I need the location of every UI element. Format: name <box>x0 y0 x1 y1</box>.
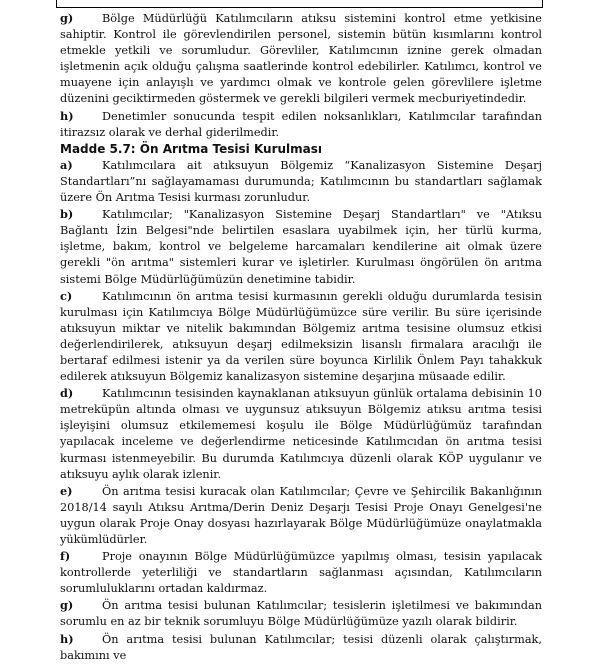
paragraph-text: Katılımcının tesisinden kaynaklanan atıksuyun günlük ortalama debisinin 10 metreküpün altında olması ve uygunsuz atıksuyun Bölgemiz atıksu arıtma tesisi işleyişini olumsuz etkilememesi koşulu ile Bölge Müdürlüğümüz tarafından yapılacak inceleme ve değerlendirme neticesinde Katılımcıdan ön arıtma tesisi kurması istenmeyebilir. Bu durumda Katılımcıya düzenli olarak KÖP uygulanır ve atıksuyu aylık olarak izlenir. <box>60 387 542 481</box>
paragraph-label: g) <box>60 11 74 25</box>
top-frame-border <box>56 0 543 8</box>
paragraph-label: h) <box>60 108 74 123</box>
paragraph-e <box>60 483 542 548</box>
paragraph-label: h) <box>60 631 74 646</box>
section-heading: Madde 5.7: Ön Arıtma Tesisi Kurulması <box>60 141 323 156</box>
paragraph-text: Katılımcılar; "Kanalizasyon Sistemine Deşarj Standartları" ve "Atıksu Bağlantı İzin Belgesi"nde belirtilen esaslara uyabilmek için, her türlü kurma, işletme, bakım, kontrol ve belgeleme harcamaları kendilerine ait olmak üzere gerekli "ön arıtma" sistemleri kurar ve işletirler. Kurulması öngörülen ön arıtma sistemi Bölge Müdürlüğümüzün denetimine tabidir. <box>60 208 542 286</box>
paragraph-label: c) <box>60 288 73 303</box>
paragraph-label: g) <box>60 598 74 613</box>
paragraph-text: Ön arıtma tesisi bulunan Katılımcılar; tesisi düzenli olarak çalıştırmak, bakımını ve <box>60 632 542 662</box>
paragraph-g <box>60 597 542 630</box>
paragraph-text: Ön arıtma tesisi bulunan Katılımcılar; tesislerin işletilmesi ve bakımından sorumlu en az bir teknik sorumluyu Bölge Müdürlüğümüze yazılı olarak bildirir. <box>60 599 542 629</box>
paragraph-text: Katılımcının ön arıtma tesisi kurmasının gerekli olduğu durumlarda tesisin kurulması için Katılımcıya Bölge Müdürlüğümüzce süre verilir. Bu süre içerisinde atıksuyun miktar ve nitelik bakımından Bölgemiz arıtma tesisine olumsuz etkisi değerlendirilerek, atıksuyun deşarj edilmeksizin lisanslı firmalara aracılığı ile bertaraf edilmesi istenir ya da verilen süre boyunca Kirlilik Önlem Payı tahakkuk edilerek atıksuyun Bölgemiz kanalizasyon sistemine deşarjına müsaade edilir. <box>60 289 542 384</box>
paragraph-text: Katılımcılara ait atıksuyun Bölgemiz “Kanalizasyon Sistemine Deşarj Standartları”nı sağlayamaması durumunda; Katılımcının bu standartları sağlamak üzere Ön Arıtma Tesisi kurması zorunludur. <box>60 158 542 205</box>
paragraph-text: Denetimler sonucunda tespit edilen noksanlıkları, Katılımcılar tarafından itirazsız olarak ve derhal giderilmedir. <box>60 109 542 139</box>
paragraph-c <box>60 288 542 386</box>
document-body <box>60 10 542 664</box>
paragraph-g-before <box>60 10 542 108</box>
paragraph-text: Proje onayının Bölge Müdürlüğümüzce yapılmış olması, tesisin yapılacak kontrollerde yeterliliği ve standartların sağlanması açısından, Katılımcıların sorumluluklarını ortadan kaldırmaz. <box>60 550 542 596</box>
paragraph-label: a) <box>60 157 73 172</box>
paragraph-label: b) <box>60 207 74 222</box>
paragraph-a <box>60 157 542 206</box>
paragraph-h-before <box>60 108 542 141</box>
paragraph-b <box>60 206 542 287</box>
paragraph-d <box>60 385 542 483</box>
paragraph-label: f) <box>60 549 71 564</box>
paragraph-f <box>60 548 542 597</box>
paragraph-h <box>60 631 542 664</box>
paragraph-text: Ön arıtma tesisi kuracak olan Katılımcılar; Çevre ve Şehircilik Bakanlığının 2018/14 sayılı Atıksu Arıtma/Derin Deniz Deşarjı Tesisi Proje Onayı Genelgesi'ne uygun olarak Proje Onay dosyası hazırlayarak Bölge Müdürlüğümüze onaylatmakla yükümlüdürler. <box>60 484 542 546</box>
paragraph-label: d) <box>60 386 74 401</box>
paragraph-label: e) <box>60 483 73 498</box>
paragraph-text: Bölge Müdürlüğü Katılımcıların atıksu sistemini kontrol etme yetkisine sahiptir. Kontrol ile görevlendirilen personel, sistemin bütün kısımlarını kontrol etmekle yetkili ve sorumludur. Görevliler, Katılımcının iznine gerek olmadan işletmenin açık olduğu çalışma saatlerinde kontrol edebilirler. Katılımcı, kontrol ve muayene için anlayışlı ve yardımcı olmak ve kontrole gelen görevlilere işletme düzenini geciktirmeden göstermek ve gerekli bilgileri vermek mecburiyetindedir. <box>60 12 542 106</box>
